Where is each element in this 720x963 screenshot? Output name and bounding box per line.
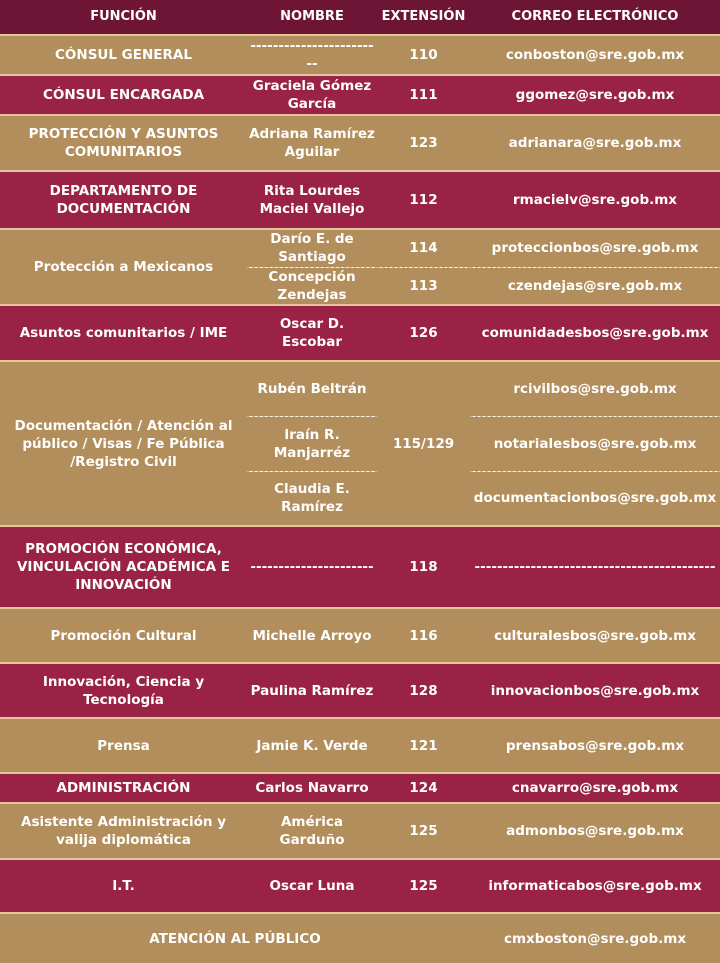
extension-cell: 126 xyxy=(377,305,470,361)
extension-cell: 113 xyxy=(377,267,470,305)
header-extension: EXTENSIÓN xyxy=(377,0,470,35)
extension-cell: 118 xyxy=(377,526,470,608)
funcion-cell: CÓNSUL GENERAL xyxy=(0,35,247,75)
email-cell[interactable]: adrianara@sre.gob.mx xyxy=(470,115,720,171)
email-cell[interactable]: innovacionbos@sre.gob.mx xyxy=(470,663,720,718)
funcion-cell: I.T. xyxy=(0,859,247,913)
table-row xyxy=(0,75,720,115)
email-cell: ------------------------------------------- xyxy=(470,526,720,608)
table-row xyxy=(0,171,720,229)
nombre-cell: Paulina Ramírez xyxy=(247,663,377,718)
nombre-cell: ---------------------- xyxy=(247,526,377,608)
email-cell[interactable]: notarialesbos@sre.gob.mx xyxy=(470,416,720,471)
funcion-cell: CÓNSUL ENCARGADA xyxy=(0,75,247,115)
extension-cell: 114 xyxy=(377,229,470,267)
email-cell[interactable]: ggomez@sre.gob.mx xyxy=(470,75,720,115)
nombre-cell: Carlos Navarro xyxy=(247,773,377,803)
nombre-cell: Graciela Gómez García xyxy=(247,75,377,115)
extension-cell: 112 xyxy=(377,171,470,229)
extension-cell: 125 xyxy=(377,859,470,913)
email-cell[interactable]: czendejas@sre.gob.mx xyxy=(470,267,720,305)
funcion-cell: ATENCIÓN AL PÚBLICO xyxy=(0,913,470,963)
email-cell[interactable]: proteccionbos@sre.gob.mx xyxy=(470,229,720,267)
nombre-cell: Adriana Ramírez Aguilar xyxy=(247,115,377,171)
table-row xyxy=(0,229,720,267)
nombre-cell: Iraín R. Manjarréz xyxy=(247,416,377,471)
funcion-cell: Protección a Mexicanos xyxy=(0,229,247,305)
table-row xyxy=(0,773,720,803)
extension-cell: 124 xyxy=(377,773,470,803)
table-row xyxy=(0,859,720,913)
table-row xyxy=(0,913,720,963)
nombre-cell: Darío E. de Santiago xyxy=(247,229,377,267)
table-row xyxy=(0,526,720,608)
funcion-cell: PROTECCIÓN Y ASUNTOS COMUNITARIOS xyxy=(0,115,247,171)
table-row xyxy=(0,803,720,859)
nombre-cell: Rubén Beltrán xyxy=(247,361,377,416)
nombre-cell: Michelle Arroyo xyxy=(247,608,377,663)
extension-cell: 116 xyxy=(377,608,470,663)
table-row xyxy=(0,115,720,171)
funcion-cell: Innovación, Ciencia y Tecnología xyxy=(0,663,247,718)
email-cell[interactable]: cmxboston@sre.gob.mx xyxy=(470,913,720,963)
nombre-cell: Oscar Luna xyxy=(247,859,377,913)
funcion-cell: Promoción Cultural xyxy=(0,608,247,663)
extension-cell: 121 xyxy=(377,718,470,773)
table-row xyxy=(0,35,720,75)
nombre-cell: Jamie K. Verde xyxy=(247,718,377,773)
table-row xyxy=(0,663,720,718)
funcion-cell: Prensa xyxy=(0,718,247,773)
table-row xyxy=(0,718,720,773)
email-cell[interactable]: prensabos@sre.gob.mx xyxy=(470,718,720,773)
email-cell[interactable]: culturalesbos@sre.gob.mx xyxy=(470,608,720,663)
header-row xyxy=(0,0,720,35)
nombre-cell: Claudia E. Ramírez xyxy=(247,471,377,526)
funcion-cell: ADMINISTRACIÓN xyxy=(0,773,247,803)
nombre-cell: Oscar D. Escobar xyxy=(247,305,377,361)
extension-cell: 125 xyxy=(377,803,470,859)
nombre-cell: Concepción Zendejas xyxy=(247,267,377,305)
funcion-cell: DEPARTAMENTO DE DOCUMENTACIÓN xyxy=(0,171,247,229)
table-row xyxy=(0,361,720,416)
email-cell[interactable]: comunidadesbos@sre.gob.mx xyxy=(470,305,720,361)
email-cell[interactable]: admonbos@sre.gob.mx xyxy=(470,803,720,859)
extension-cell: 111 xyxy=(377,75,470,115)
email-cell[interactable]: cnavarro@sre.gob.mx xyxy=(470,773,720,803)
header-funcion: FUNCIÓN xyxy=(0,0,247,35)
table-row xyxy=(0,608,720,663)
funcion-cell: Asistente Administración y valija diplomática xyxy=(0,803,247,859)
funcion-cell: Documentación / Atención al público / Visas / Fe Pública /Registro Civil xyxy=(0,361,247,526)
email-cell[interactable]: conboston@sre.gob.mx xyxy=(470,35,720,75)
nombre-cell: Rita Lourdes Maciel Vallejo xyxy=(247,171,377,229)
extension-cell: 128 xyxy=(377,663,470,718)
extension-cell: 123 xyxy=(377,115,470,171)
nombre-cell: ------------------------ xyxy=(247,35,377,75)
email-cell[interactable]: informaticabos@sre.gob.mx xyxy=(470,859,720,913)
nombre-cell: América Garduño xyxy=(247,803,377,859)
email-cell[interactable]: rmacielv@sre.gob.mx xyxy=(470,171,720,229)
header-correo: CORREO ELECTRÓNICO xyxy=(470,0,720,35)
extension-cell: 110 xyxy=(377,35,470,75)
header-nombre: NOMBRE xyxy=(247,0,377,35)
funcion-cell: PROMOCIÓN ECONÓMICA, VINCULACIÓN ACADÉMICA E INNOVACIÓN xyxy=(0,526,247,608)
table-row xyxy=(0,305,720,361)
email-cell[interactable]: documentacionbos@sre.gob.mx xyxy=(470,471,720,526)
funcion-cell: Asuntos comunitarios / IME xyxy=(0,305,247,361)
email-cell[interactable]: rcivilbos@sre.gob.mx xyxy=(470,361,720,416)
extension-cell: 115/129 xyxy=(377,361,470,526)
